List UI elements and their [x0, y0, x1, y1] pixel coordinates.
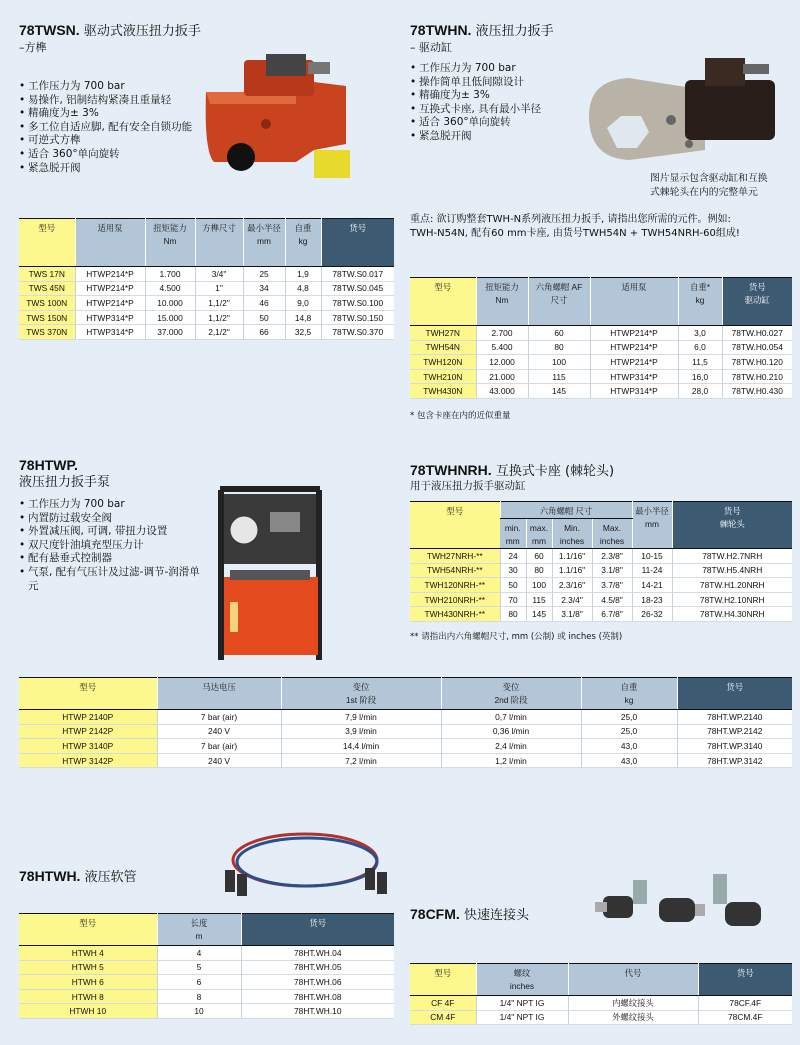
- col-header: 最小半径 mm: [243, 219, 285, 267]
- table-cell: 78TW.H0.120: [722, 355, 792, 370]
- twhn-title: 78TWHN. 液压扭力扳手: [410, 22, 554, 39]
- table-cell: 43,0: [581, 739, 677, 754]
- table-cell: 66: [243, 325, 285, 340]
- col-header: 扭矩能力 Nm: [476, 278, 528, 326]
- table-cell: 1,9: [285, 267, 321, 282]
- table-cell: HTWP214*P: [590, 326, 678, 341]
- table-cell: TWH54N: [410, 340, 476, 355]
- table-cell: 78TW.H2.7NRH: [672, 549, 792, 564]
- table-cell: TWH210NRH-**: [410, 592, 500, 607]
- table-cell: HTWP 2140P: [19, 710, 157, 725]
- table-cell: TWH120N: [410, 355, 476, 370]
- twsn-feature-item: • 精确度为± 3%: [19, 107, 269, 121]
- twhnrh-subtitle: 用于液压扭力扳手驱动缸: [410, 480, 526, 492]
- col-header: 型号: [19, 678, 157, 710]
- table-cell: TWS 45N: [19, 281, 75, 296]
- col-header: 货号: [241, 914, 394, 946]
- table-cell: 78TW.H5.4NRH: [672, 563, 792, 578]
- table-cell: 内螺纹接头: [568, 996, 698, 1011]
- table-cell: 78TW.H0.210: [722, 369, 792, 384]
- table-cell: 26-32: [632, 607, 672, 622]
- col-subheader: max. mm: [526, 519, 552, 549]
- table-row: [19, 724, 792, 739]
- col-header: 自重 kg: [285, 219, 321, 267]
- table-row: [19, 710, 792, 725]
- col-header: 方榫尺寸: [195, 219, 243, 267]
- table-cell: HTWP214*P: [590, 355, 678, 370]
- col-header: 自重 kg: [581, 678, 677, 710]
- table-cell: 78HT.WH.08: [241, 989, 394, 1004]
- table-cell: 4,8: [285, 281, 321, 296]
- table-cell: 25,0: [581, 710, 677, 725]
- table-row: [410, 1010, 792, 1025]
- table-row: [410, 996, 792, 1011]
- table-row: [19, 739, 792, 754]
- table-cell: 30: [500, 563, 526, 578]
- table-row: [19, 989, 394, 1004]
- twhn-feature-item: • 精确度为± 3%: [410, 89, 610, 103]
- htwp-feature-item: • 内置防过载安全阀: [19, 512, 209, 526]
- table-cell: 78TW.H0.430: [722, 384, 792, 399]
- table-cell: HTWH 10: [19, 1004, 157, 1019]
- table-cell: 3,0: [678, 326, 722, 341]
- col-header: 扭矩能力 Nm: [145, 219, 195, 267]
- table-cell: CF 4F: [410, 996, 476, 1011]
- htwp-feature-item: • 工作压力为 700 bar: [19, 498, 209, 512]
- table-cell: 14,4 l/min: [281, 739, 441, 754]
- hydraulic-wrench-image: [585, 50, 785, 180]
- table-row: [410, 369, 792, 384]
- table-row: [410, 384, 792, 399]
- hose-image: [225, 822, 395, 902]
- table-cell: HTWP 2142P: [19, 724, 157, 739]
- table-cell: TWS 17N: [19, 267, 75, 282]
- table-cell: 80: [500, 607, 526, 622]
- table-cell: 1.1/16": [552, 563, 592, 578]
- table-cell: 115: [526, 592, 552, 607]
- twsn-feature-item: • 适合 360°单向旋转: [19, 148, 269, 162]
- table-cell: 78HT.WP.2142: [677, 724, 792, 739]
- col-header-radius: 最小半径 mm: [632, 502, 672, 549]
- table-cell: TWH27N: [410, 326, 476, 341]
- table-cell: 78TW.H0.027: [722, 326, 792, 341]
- quick-coupler-image: [595, 862, 785, 942]
- table-cell: HTWP314*P: [75, 325, 145, 340]
- table-row: [19, 753, 792, 768]
- table-cell: 78CF.4F: [698, 996, 792, 1011]
- table-cell: 78TW.H2.10NRH: [672, 592, 792, 607]
- htwp-feature-item: • 外置减压阀, 可调, 带扭力设置: [19, 525, 209, 539]
- twhn-feature-item: • 工作压力为 700 bar: [410, 62, 610, 76]
- table-row: [19, 267, 394, 282]
- htwp-table: [19, 677, 792, 768]
- table-row: [19, 310, 394, 325]
- twhnrh-table: [410, 501, 792, 622]
- table-row: [19, 296, 394, 311]
- table-cell: 2,1/2": [195, 325, 243, 340]
- table-cell: 78TW.S0.017: [321, 267, 394, 282]
- table-row: [410, 592, 792, 607]
- table-cell: 78HT.WP.3140: [677, 739, 792, 754]
- table-cell: 78TW.S0.150: [321, 310, 394, 325]
- table-cell: 1/4" NPT IG: [476, 996, 568, 1011]
- twhn-feature-item: • 适合 360°单向旋转: [410, 116, 610, 130]
- table-row: [19, 975, 394, 990]
- table-cell: 9,0: [285, 296, 321, 311]
- col-subheader: Max. inches: [592, 519, 632, 549]
- table-cell: 3.7/8": [592, 578, 632, 593]
- htwp-feature-item: • 双尺度针油填充型压力计: [19, 539, 209, 553]
- table-cell: 12.000: [476, 355, 528, 370]
- table-cell: 7 bar (air): [157, 739, 281, 754]
- table-row: [410, 563, 792, 578]
- table-cell: 0,7 l/min: [441, 710, 581, 725]
- table-cell: 2.3/8": [592, 549, 632, 564]
- col-header: 型号: [19, 219, 75, 267]
- table-row: [410, 578, 792, 593]
- col-header: 适用泵: [590, 278, 678, 326]
- col-header: 适用泵: [75, 219, 145, 267]
- table-cell: 100: [526, 578, 552, 593]
- table-cell: 43,0: [581, 753, 677, 768]
- htwp-feature-item: • 配有悬垂式控制器: [19, 552, 209, 566]
- table-cell: TWH27NRH-**: [410, 549, 500, 564]
- twhn-feature-item: • 操作简单且低间隙设计: [410, 76, 610, 90]
- twhnrh-size-note: ** 请指出内六角螺帽尺寸, mm (公制) 或 inches (英制): [410, 632, 623, 642]
- table-cell: 15.000: [145, 310, 195, 325]
- htwp-feature-item: • 气泵, 配有气压计及过滤-调节-润滑单元: [19, 566, 209, 593]
- table-cell: TWH54NRH-**: [410, 563, 500, 578]
- table-row: [410, 355, 792, 370]
- table-cell: HTWP 3140P: [19, 739, 157, 754]
- cfm-table: [410, 963, 792, 1025]
- table-cell: 28,0: [678, 384, 722, 399]
- table-cell: 37.000: [145, 325, 195, 340]
- table-cell: 50: [243, 310, 285, 325]
- table-cell: 78HT.WH.04: [241, 946, 394, 961]
- col-header: 货号: [698, 964, 792, 996]
- table-cell: HTWP314*P: [590, 384, 678, 399]
- table-cell: 1.700: [145, 267, 195, 282]
- col-header: 型号: [19, 914, 157, 946]
- table-row: [19, 325, 394, 340]
- twhn-image-caption: 图片显示包含驱动缸和互换 式棘轮头在内的完整单元: [650, 173, 768, 198]
- table-cell: 0,36 l/min: [441, 724, 581, 739]
- twsn-table: [19, 218, 394, 340]
- table-cell: 78HT.WP.3142: [677, 753, 792, 768]
- table-row: [19, 946, 394, 961]
- htwp-feature-list: [19, 498, 209, 593]
- table-cell: HTWP214*P: [75, 296, 145, 311]
- table-cell: HTWH 8: [19, 989, 157, 1004]
- table-cell: 78HT.WH.05: [241, 960, 394, 975]
- drive-wrench-image: [196, 52, 356, 182]
- table-cell: HTWH 6: [19, 975, 157, 990]
- table-cell: 25,0: [581, 724, 677, 739]
- twsn-feature-item: • 易操作, 铝制结构紧凑且重量轻: [19, 94, 269, 108]
- table-cell: 2,4 l/min: [441, 739, 581, 754]
- col-header-model: 型号: [410, 502, 500, 549]
- table-cell: 3.1/8": [552, 607, 592, 622]
- twsn-title: 78TWSN. 驱动式液压扭力扳手: [19, 22, 201, 39]
- table-cell: 4.5/8": [592, 592, 632, 607]
- col-header: 螺纹 inches: [476, 964, 568, 996]
- table-cell: HTWP314*P: [75, 310, 145, 325]
- twsn-feature-item: • 紧急脱开阀: [19, 162, 269, 176]
- table-cell: 145: [528, 384, 590, 399]
- table-cell: HTWP214*P: [590, 340, 678, 355]
- table-cell: TWH430NRH-**: [410, 607, 500, 622]
- twhnrh-title: 78TWHNRH. 互换式卡座 (棘轮头): [410, 462, 615, 479]
- table-cell: 78CM.4F: [698, 1010, 792, 1025]
- table-cell: 11,5: [678, 355, 722, 370]
- table-cell: 78TW.H4.30NRH: [672, 607, 792, 622]
- table-cell: 3.1/8": [592, 563, 632, 578]
- table-cell: 70: [500, 592, 526, 607]
- col-header-part-number: 货号 棘轮头: [672, 502, 792, 549]
- col-header: 型号: [410, 278, 476, 326]
- table-cell: 21.000: [476, 369, 528, 384]
- table-cell: TWH120NRH-**: [410, 578, 500, 593]
- table-cell: 14,8: [285, 310, 321, 325]
- table-cell: 1": [195, 281, 243, 296]
- htwp-name: 液压扭力扳手泵: [19, 475, 111, 490]
- table-cell: 8: [157, 989, 241, 1004]
- table-cell: TWH430N: [410, 384, 476, 399]
- table-cell: 2.700: [476, 326, 528, 341]
- twhn-feature-item: • 互换式卡座, 具有最小半径: [410, 103, 610, 117]
- table-cell: 78TW.S0.100: [321, 296, 394, 311]
- table-cell: 7,2 l/min: [281, 753, 441, 768]
- col-header: 型号: [410, 964, 476, 996]
- table-cell: 外螺纹接头: [568, 1010, 698, 1025]
- table-cell: TWS 100N: [19, 296, 75, 311]
- table-cell: 145: [526, 607, 552, 622]
- col-header: 代号: [568, 964, 698, 996]
- htwh-table: [19, 913, 394, 1019]
- table-row: [410, 326, 792, 341]
- table-cell: 10: [157, 1004, 241, 1019]
- table-cell: 100: [528, 355, 590, 370]
- table-cell: 10.000: [145, 296, 195, 311]
- table-cell: 11-24: [632, 563, 672, 578]
- twsn-subtitle: –方榫: [19, 41, 47, 54]
- col-subheader: Min. inches: [552, 519, 592, 549]
- col-header: 自重* kg: [678, 278, 722, 326]
- table-row: [19, 281, 394, 296]
- table-cell: 6: [157, 975, 241, 990]
- table-cell: 2.3/16": [552, 578, 592, 593]
- table-cell: 78HT.WP.2140: [677, 710, 792, 725]
- col-header: 货号 驱动缸: [722, 278, 792, 326]
- table-row: [410, 340, 792, 355]
- col-header: 马达电压: [157, 678, 281, 710]
- twsn-feature-item: • 工作压力为 700 bar: [19, 80, 269, 94]
- col-header: 六角螺帽 AF 尺寸: [528, 278, 590, 326]
- col-header: 长度 m: [157, 914, 241, 946]
- twhn-important-note: 重点: 欲订购整套TWH-N系列液压扭力扳手, 请指出您所需的元件。例如: TWH-N54N, 配有60 mm卡座, 由货号TWH54N + TWH54NRH-60组成!: [410, 214, 740, 239]
- twhn-feature-item: • 紧急脱开阀: [410, 130, 610, 144]
- table-cell: 7 bar (air): [157, 710, 281, 725]
- table-cell: 60: [528, 326, 590, 341]
- twsn-feature-item: • 可逆式方榫: [19, 134, 269, 148]
- table-cell: 80: [528, 340, 590, 355]
- table-cell: 3,9 l/min: [281, 724, 441, 739]
- table-cell: HTWH 5: [19, 960, 157, 975]
- table-cell: 16,0: [678, 369, 722, 384]
- table-row: [410, 549, 792, 564]
- table-cell: 78TW.S0.370: [321, 325, 394, 340]
- table-cell: 24: [500, 549, 526, 564]
- table-cell: 78TW.S0.045: [321, 281, 394, 296]
- table-cell: HTWH 4: [19, 946, 157, 961]
- table-cell: 78TW.H0.054: [722, 340, 792, 355]
- twhn-feature-list: [410, 62, 610, 144]
- table-cell: 240 V: [157, 753, 281, 768]
- table-cell: 14-21: [632, 578, 672, 593]
- htwp-title: 78HTWP.: [19, 457, 78, 473]
- table-cell: 1/4" NPT IG: [476, 1010, 568, 1025]
- table-cell: TWS 150N: [19, 310, 75, 325]
- table-cell: 78HT.WH.06: [241, 975, 394, 990]
- table-row: [19, 960, 394, 975]
- table-row: [19, 1004, 394, 1019]
- table-cell: 1.1/16": [552, 549, 592, 564]
- table-cell: 7,9 l/min: [281, 710, 441, 725]
- col-header: 变位 2nd 阶段: [441, 678, 581, 710]
- table-cell: TWH210N: [410, 369, 476, 384]
- table-cell: 78HT.WH.10: [241, 1004, 394, 1019]
- table-cell: 43.000: [476, 384, 528, 399]
- pump-image: [210, 482, 330, 667]
- table-cell: 115: [528, 369, 590, 384]
- table-cell: 10-15: [632, 549, 672, 564]
- table-cell: 5.400: [476, 340, 528, 355]
- table-cell: 3/4": [195, 267, 243, 282]
- col-header-hex-size: 六角螺帽 尺寸: [500, 502, 632, 519]
- table-cell: 5: [157, 960, 241, 975]
- table-cell: 4.500: [145, 281, 195, 296]
- col-header: 货号: [677, 678, 792, 710]
- table-cell: 50: [500, 578, 526, 593]
- table-cell: TWS 370N: [19, 325, 75, 340]
- table-cell: 240 V: [157, 724, 281, 739]
- table-cell: 34: [243, 281, 285, 296]
- table-cell: 18-23: [632, 592, 672, 607]
- twhn-weight-note: * 包含卡座在内的近似重量: [410, 411, 511, 421]
- table-cell: CM 4F: [410, 1010, 476, 1025]
- table-cell: 1,2 l/min: [441, 753, 581, 768]
- table-cell: 6.7/8": [592, 607, 632, 622]
- table-cell: 25: [243, 267, 285, 282]
- table-cell: 1,1/2": [195, 296, 243, 311]
- table-cell: 2.3/4": [552, 592, 592, 607]
- twsn-feature-item: • 多工位自适应脚, 配有安全自锁功能: [19, 121, 269, 135]
- table-cell: 46: [243, 296, 285, 311]
- col-header: 变位 1st 阶段: [281, 678, 441, 710]
- table-cell: 1,1/2": [195, 310, 243, 325]
- col-subheader: min. mm: [500, 519, 526, 549]
- table-cell: HTWP 3142P: [19, 753, 157, 768]
- table-cell: 6,0: [678, 340, 722, 355]
- twhn-subtitle: – 驱动缸: [410, 41, 452, 54]
- table-cell: 80: [526, 563, 552, 578]
- table-row: [410, 607, 792, 622]
- col-header: 货号: [321, 219, 394, 267]
- twhn-table: [410, 277, 792, 399]
- htwh-title: 78HTWH. 液压软管: [19, 868, 137, 885]
- table-cell: HTWP214*P: [75, 281, 145, 296]
- table-cell: 32,5: [285, 325, 321, 340]
- table-cell: 4: [157, 946, 241, 961]
- table-cell: 60: [526, 549, 552, 564]
- table-cell: HTWP314*P: [590, 369, 678, 384]
- table-cell: 78TW.H1.20NRH: [672, 578, 792, 593]
- cfm-title: 78CFM. 快速连接头: [410, 906, 529, 923]
- table-cell: HTWP214*P: [75, 267, 145, 282]
